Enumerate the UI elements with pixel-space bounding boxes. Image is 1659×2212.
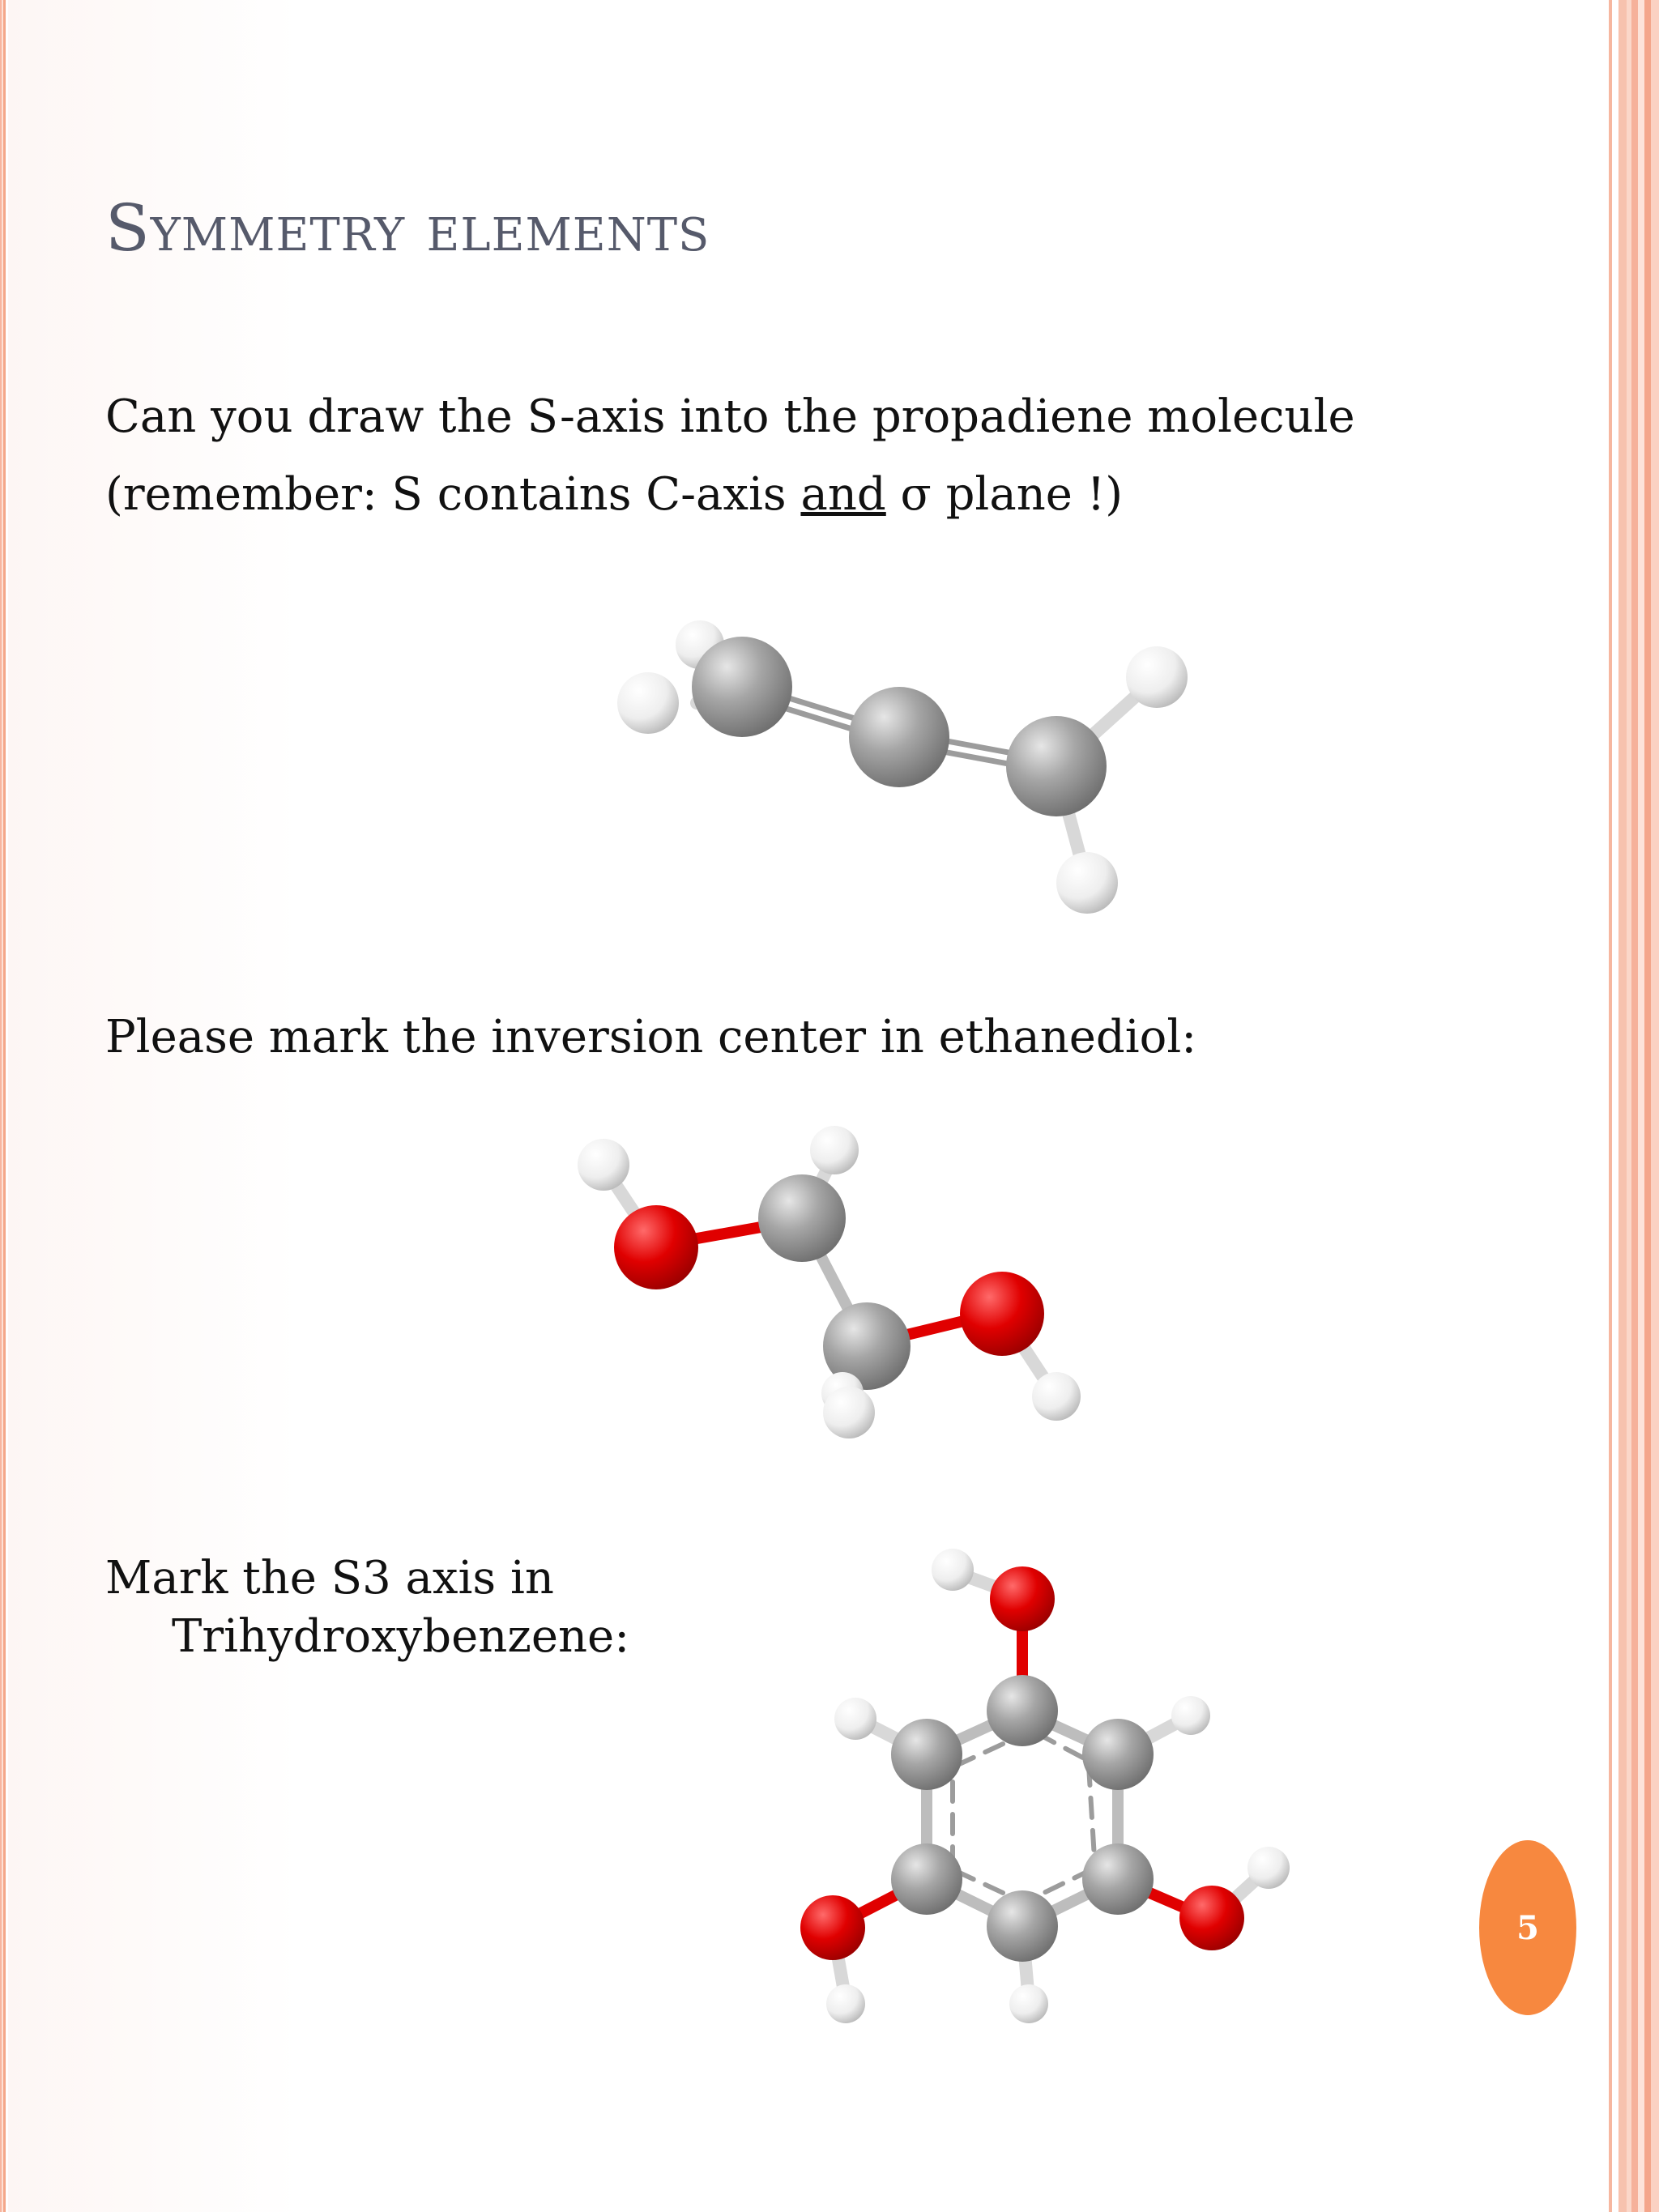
page-number: 5 — [1516, 1908, 1539, 1947]
question1-line2-pre: (remember: S contains C-axis — [105, 468, 801, 521]
question3-line2: Trihydroxybenzene: — [172, 1610, 630, 1663]
question1-line2-post: σ plane !) — [885, 468, 1124, 521]
ethanediol-molecule-image — [559, 1110, 1110, 1450]
right-stripe-decoration — [1581, 0, 1659, 2212]
question1-line2 — [105, 456, 1123, 534]
page-number-badge — [1479, 1840, 1576, 2015]
question2-text: Please mark the inversion center in ethanediol: — [105, 1011, 1197, 1063]
propadiene-molecule-image — [567, 599, 1215, 940]
left-border-decoration — [0, 0, 8, 2212]
slide-title: Symmetry elements — [105, 190, 710, 266]
question1-line1: Can you draw the S-axis into the propadiene molecule — [105, 390, 1355, 443]
question1-underlined-word: and — [800, 468, 886, 521]
trihydroxybenzene-molecule-image — [794, 1539, 1312, 2041]
question3-line1: Mark the S3 axis in — [105, 1552, 554, 1605]
